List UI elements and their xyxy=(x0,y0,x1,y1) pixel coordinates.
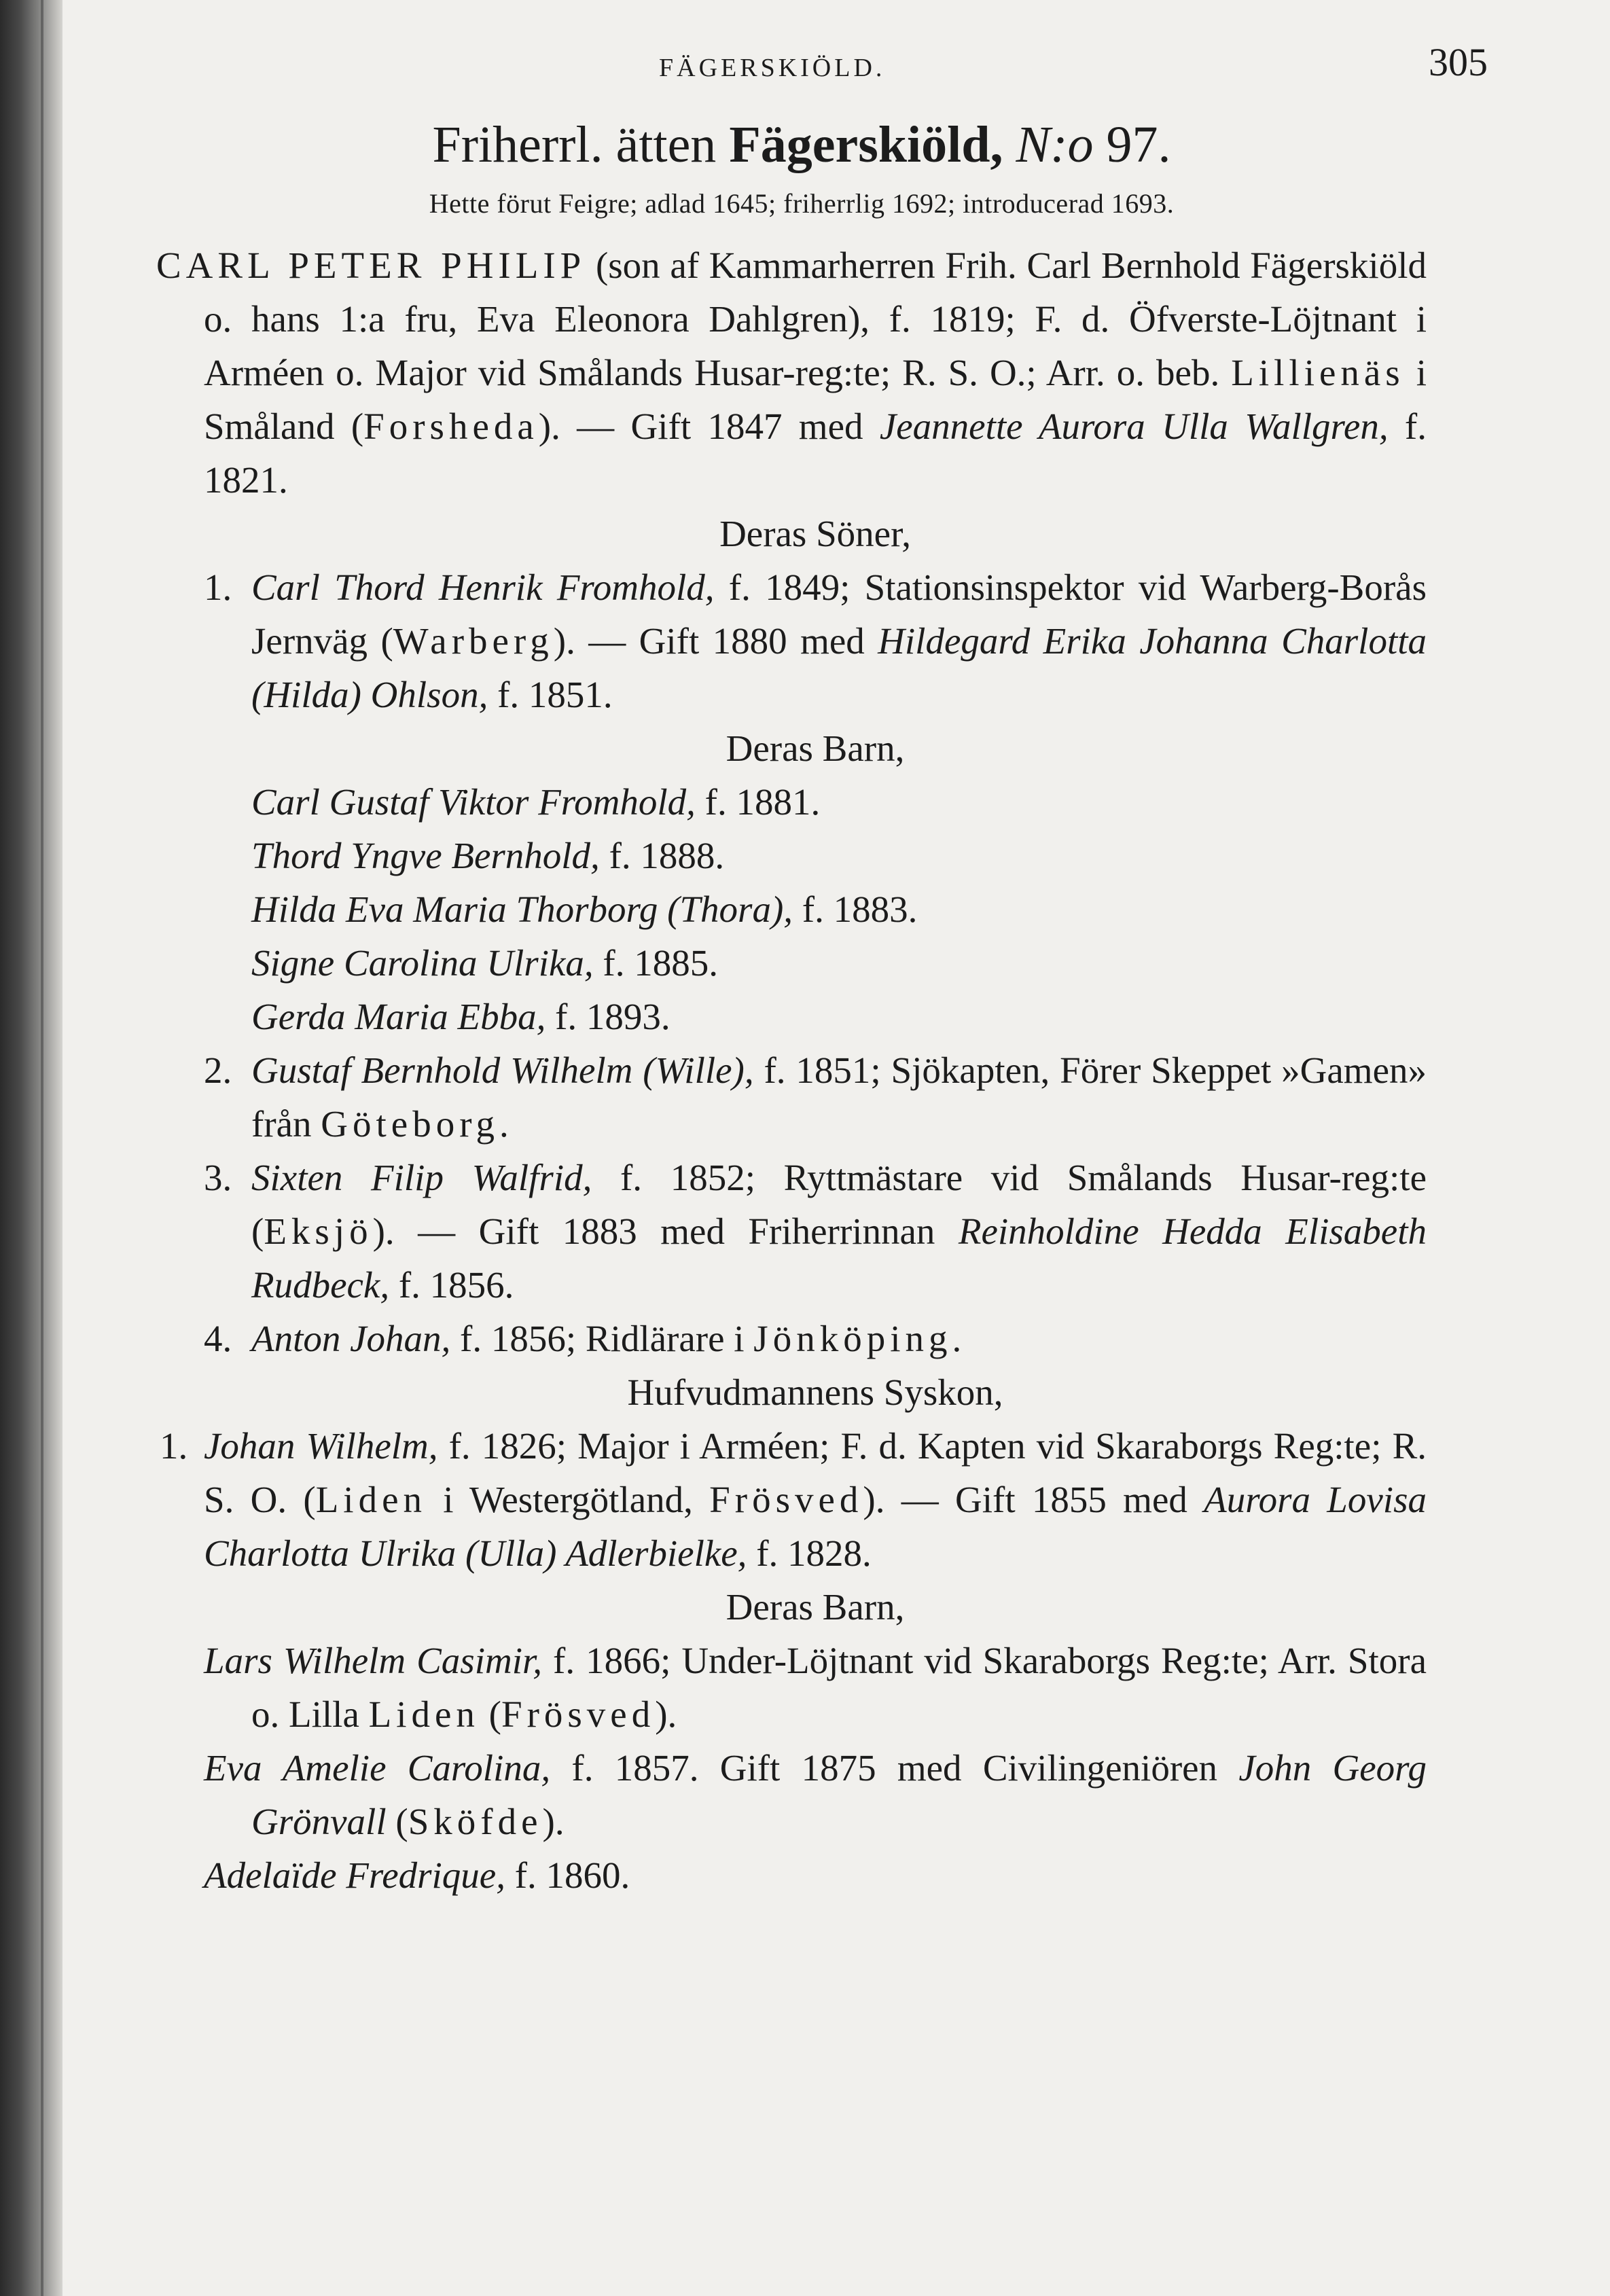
child-text: f. 1857. Gift 1875 med Civilingeniören xyxy=(550,1746,1239,1789)
book-binding-edge xyxy=(0,0,62,2296)
son-entry xyxy=(204,560,1427,721)
son-body xyxy=(251,1151,1427,1312)
head-text: (son af Kammarherren Frih. Carl Bernhold Fägerskiöld o. hans 1:a fru, Eva Eleonora Dahlgren), f. 1819; F. d. Öfverste-Löjtnant i Arméen o. Major vid Smålands Husar-reg:te; R. S. O.; Arr. o. beb. xyxy=(204,244,1427,393)
son-text: f. 1856. xyxy=(389,1263,514,1306)
child-place: Sköfde xyxy=(408,1800,543,1842)
sibling-text: f. 1828. xyxy=(747,1532,872,1574)
son-entry xyxy=(204,1043,1427,1151)
running-head xyxy=(204,34,1488,95)
son-number: 2. xyxy=(204,1049,232,1091)
children-heading: Deras Barn, xyxy=(726,1585,905,1628)
sibling-number: 1. xyxy=(160,1424,188,1467)
child-name: Gerda Maria Ebba, xyxy=(251,995,546,1037)
son-place: Warberg xyxy=(393,620,554,662)
son-wife: Reinholdine Hedda Elisabeth Rudbeck, xyxy=(251,1210,1427,1306)
child-text: ( xyxy=(386,1800,408,1842)
child-name: Hilda Eva Maria Thorborg (Thora), xyxy=(251,888,793,930)
child-name: Signe Carolina Ulrika, xyxy=(251,941,594,984)
child-text: f. 1883. xyxy=(793,888,918,930)
son-text: f. 1851; Sjökapten, Förer Skeppet »Gamen» från xyxy=(251,1049,1427,1145)
son-number: 3. xyxy=(204,1156,232,1198)
son-wife: Hildegard Erika Johanna Charlotta (Hilda) Ohlson, xyxy=(251,620,1427,715)
sibling-parish: Frösved xyxy=(709,1478,863,1520)
son-text: f. 1852; Ryttmästare vid Smålands Husar-reg:te ( xyxy=(251,1156,1427,1252)
son-text: ). — Gift 1880 med xyxy=(553,620,878,662)
son-body xyxy=(251,560,1427,721)
sibling-text: f. 1826; Major i Arméen; F. d. Kapten vid Skaraborgs Reg:te; R. S. O. ( xyxy=(204,1424,1427,1520)
number-label: N:o xyxy=(1003,116,1094,173)
head-estate: Lillienäs xyxy=(1231,351,1405,393)
son-name: Gustaf Bernhold Wilhelm (Wille), xyxy=(251,1049,754,1091)
child-entry xyxy=(204,1741,1427,1848)
page-title xyxy=(177,117,1427,174)
child-text: f. 1881. xyxy=(695,781,821,823)
sibling-body xyxy=(204,1419,1427,1580)
sibling-name: Johan Wilhelm, xyxy=(204,1424,438,1467)
list-item xyxy=(251,936,1427,990)
head-text: ). — Gift 1847 med xyxy=(538,405,880,447)
child-text: ( xyxy=(479,1693,501,1735)
son-name: Carl Thord Henrik Fromhold, xyxy=(251,566,715,608)
list-item xyxy=(251,990,1427,1043)
head-parish: Forsheda xyxy=(363,405,539,447)
sibling-wife: Aurora Lovisa Charlotta Ulrika (Ulla) Adlerbielke, xyxy=(204,1478,1427,1574)
child-place: Liden xyxy=(368,1693,480,1735)
son-number: 1. xyxy=(204,566,232,608)
genealogy-text xyxy=(156,238,1427,1902)
child-text: f. 1888. xyxy=(599,834,725,876)
child-parish: Frösved xyxy=(501,1693,656,1735)
son-place: Jönköping xyxy=(753,1317,952,1359)
child-name: Lars Wilhelm Casimir, xyxy=(204,1639,543,1681)
son-body xyxy=(251,1043,1427,1151)
son-text: f. 1856; Ridlärare i xyxy=(450,1317,754,1359)
sibling-place: Liden xyxy=(315,1478,427,1520)
list-item xyxy=(251,882,1427,936)
son-place: Göteborg xyxy=(321,1102,500,1145)
child-text: f. 1860. xyxy=(505,1854,630,1896)
head-wife: Jeannette Aurora Ulla Wallgren, xyxy=(879,405,1389,447)
child-name: Eva Amelie Carolina, xyxy=(204,1746,551,1789)
head-text: i Småland ( xyxy=(204,351,1427,447)
child-name: Thord Yngve Bernhold, xyxy=(251,834,600,876)
child-text: f. 1866; Under-Löjtnant vid Skaraborgs Reg:te; Arr. Stora o. Lilla xyxy=(251,1639,1427,1735)
son-name: Sixten Filip Walfrid, xyxy=(251,1156,592,1198)
grandchildren-heading: Deras Barn, xyxy=(726,727,905,769)
family-history: Hette förut Feigre; adlad 1645; friherrlig 1692; introducerad 1693. xyxy=(429,187,1175,219)
son-place: Eksjö xyxy=(264,1210,373,1252)
son-entry xyxy=(204,1151,1427,1312)
child-entry xyxy=(204,1848,1427,1902)
son-text: ). — Gift 1883 med Friherrinnan xyxy=(372,1210,959,1252)
head-text: f. 1821. xyxy=(204,405,1427,501)
child-text: f. 1885. xyxy=(593,941,718,984)
son-entry xyxy=(204,1312,1427,1365)
child-text: ). xyxy=(542,1800,565,1842)
head-entry xyxy=(156,238,1427,507)
sibling-text: i Westergötland, xyxy=(426,1478,710,1520)
son-name: Anton Johan, xyxy=(251,1317,451,1359)
son-number: 4. xyxy=(204,1317,232,1359)
family-number: 97. xyxy=(1093,116,1171,173)
son-text: . xyxy=(499,1102,509,1145)
sibling-text: ). — Gift 1855 med xyxy=(863,1478,1204,1520)
title-prefix: Friherrl. ätten xyxy=(432,116,730,173)
child-text: f. 1893. xyxy=(545,995,670,1037)
child-husband: John Georg Grönvall xyxy=(251,1746,1427,1842)
running-head-title: FÄGERSKIÖLD. xyxy=(659,54,886,82)
son-text: . xyxy=(952,1317,962,1359)
son-text: f. 1849; Stationsinspektor vid Warberg-Borås Jernväg ( xyxy=(251,566,1427,662)
son-text: f. 1851. xyxy=(488,673,613,715)
child-name: Adelaïde Fredrique, xyxy=(204,1854,505,1896)
grandchildren-list xyxy=(204,775,1427,1043)
child-name: Carl Gustaf Viktor Fromhold, xyxy=(251,781,696,823)
child-entry xyxy=(204,1634,1427,1741)
page-number: 305 xyxy=(1429,40,1488,84)
sibling-entry xyxy=(160,1419,1427,1580)
head-name: CARL PETER PHILIP xyxy=(156,244,586,286)
son-body xyxy=(251,1312,1427,1365)
siblings-heading: Hufvudmannens Syskon, xyxy=(627,1371,1003,1413)
book-page xyxy=(156,34,1488,2262)
family-name: Fägerskiöld, xyxy=(729,116,1003,173)
list-item xyxy=(251,775,1427,829)
list-item xyxy=(251,829,1427,882)
sons-heading: Deras Söner, xyxy=(719,512,911,554)
child-text: ). xyxy=(655,1693,677,1735)
